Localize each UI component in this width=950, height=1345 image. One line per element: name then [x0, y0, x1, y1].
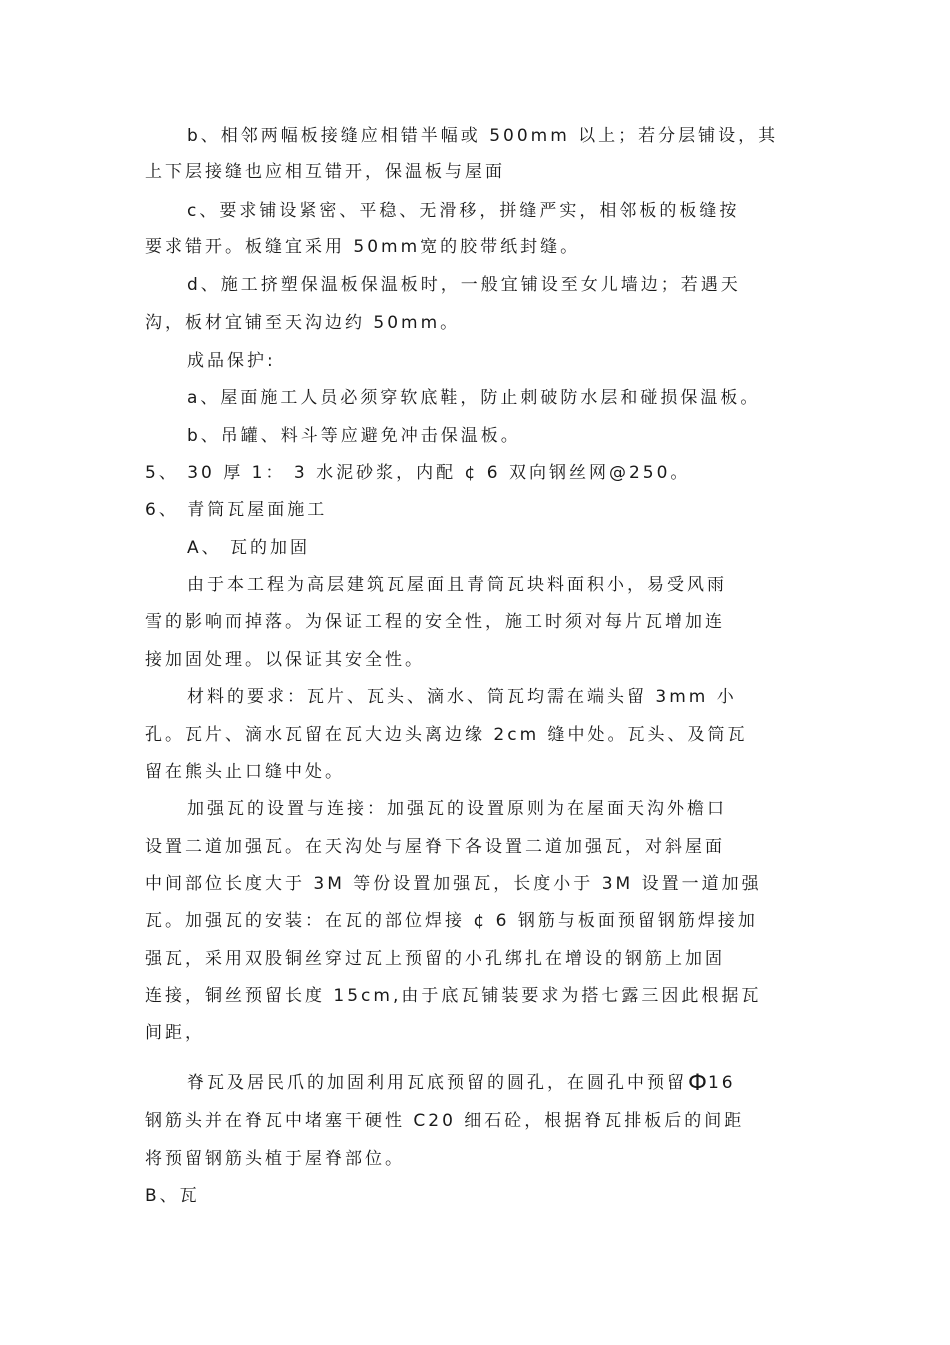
- paragraph-line: 加强瓦的设置与连接：加强瓦的设置原则为在屋面天沟外檐口: [187, 799, 727, 819]
- paragraph-line: 材料的要求：瓦片、瓦头、滴水、筒瓦均需在端头留 3mm 小: [187, 687, 737, 707]
- paragraph-line: a、屋面施工人员必须穿软底鞋，防止刺破防水层和碰损保温板。: [187, 388, 761, 408]
- paragraph-line: 钢筋头并在脊瓦中堵塞干硬性 C20 细石砼，根据脊瓦排板后的间距: [145, 1111, 745, 1131]
- paragraph-line: b、相邻两幅板接缝应相错半幅或 500mm 以上；若分层铺设，其: [187, 126, 779, 146]
- paragraph-line: 由于本工程为高层建筑瓦屋面且青筒瓦块料面积小，易受风雨: [187, 575, 727, 595]
- paragraph-line: 连接，铜丝预留长度 15cm,由于底瓦铺装要求为搭七露三因此根据瓦: [145, 986, 762, 1006]
- rebar-diameter-symbol: Ф: [688, 1071, 707, 1096]
- paragraph-line: 瓦。加强瓦的安装：在瓦的部位焊接 ¢ 6 钢筋与板面预留钢筋焊接加: [145, 911, 758, 931]
- paragraph-line: d、施工挤塑保温板保温板时，一般宜铺设至女儿墙边；若遇天: [187, 275, 741, 295]
- paragraph-line: c、要求铺设紧密、平稳、无滑移，拼缝严实，相邻板的板缝按: [187, 201, 740, 221]
- ridge-text: 脊瓦及居民爪的加固利用瓦底预留的圆孔，在圆孔中预留: [187, 1073, 687, 1093]
- section-heading: A、 瓦的加固: [187, 538, 311, 558]
- paragraph-line: 接加固处理。以保证其安全性。: [145, 650, 425, 670]
- paragraph-line: 间距，: [145, 1023, 205, 1043]
- paragraph-line: 将预留钢筋头植于屋脊部位。: [145, 1149, 405, 1169]
- paragraph-line: 强瓦，采用双股铜丝穿过瓦上预留的小孔绑扎在增设的钢筋上加固: [145, 949, 725, 969]
- paragraph-line: 上下层接缝也应相互错开，保温板与屋面: [145, 162, 505, 182]
- paragraph-line: [187, 1071, 736, 1096]
- section-heading: 成品保护:: [187, 351, 276, 371]
- numbered-item: 6、 青筒瓦屋面施工: [145, 500, 328, 520]
- paragraph-line: 中间部位长度大于 3M 等份设置加强瓦，长度小于 3M 设置一道加强: [145, 874, 762, 894]
- paragraph-line: 要求错开。板缝宜采用 50mm宽的胶带纸封缝。: [145, 237, 581, 257]
- numbered-item: 5、 30 厚 1： 3 水泥砂浆，内配 ¢ 6 双向钢丝网@250。: [145, 463, 691, 483]
- paragraph-line: 孔。瓦片、滴水瓦留在瓦大边头离边缘 2cm 缝中处。瓦头、及筒瓦: [145, 725, 748, 745]
- paragraph-line: 雪的影响而掉落。为保证工程的安全性，施工时须对每片瓦增加连: [145, 612, 725, 632]
- section-heading: B、瓦: [145, 1186, 200, 1206]
- paragraph-line: 留在熊头止口缝中处。: [145, 762, 345, 782]
- paragraph-line: 设置二道加强瓦。在天沟处与屋脊下各设置二道加强瓦，对斜屋面: [145, 837, 725, 857]
- rebar-size: 16: [707, 1073, 736, 1093]
- paragraph-line: 沟，板材宜铺至天沟边约 50mm。: [145, 313, 461, 333]
- paragraph-line: b、吊罐、料斗等应避免冲击保温板。: [187, 426, 521, 446]
